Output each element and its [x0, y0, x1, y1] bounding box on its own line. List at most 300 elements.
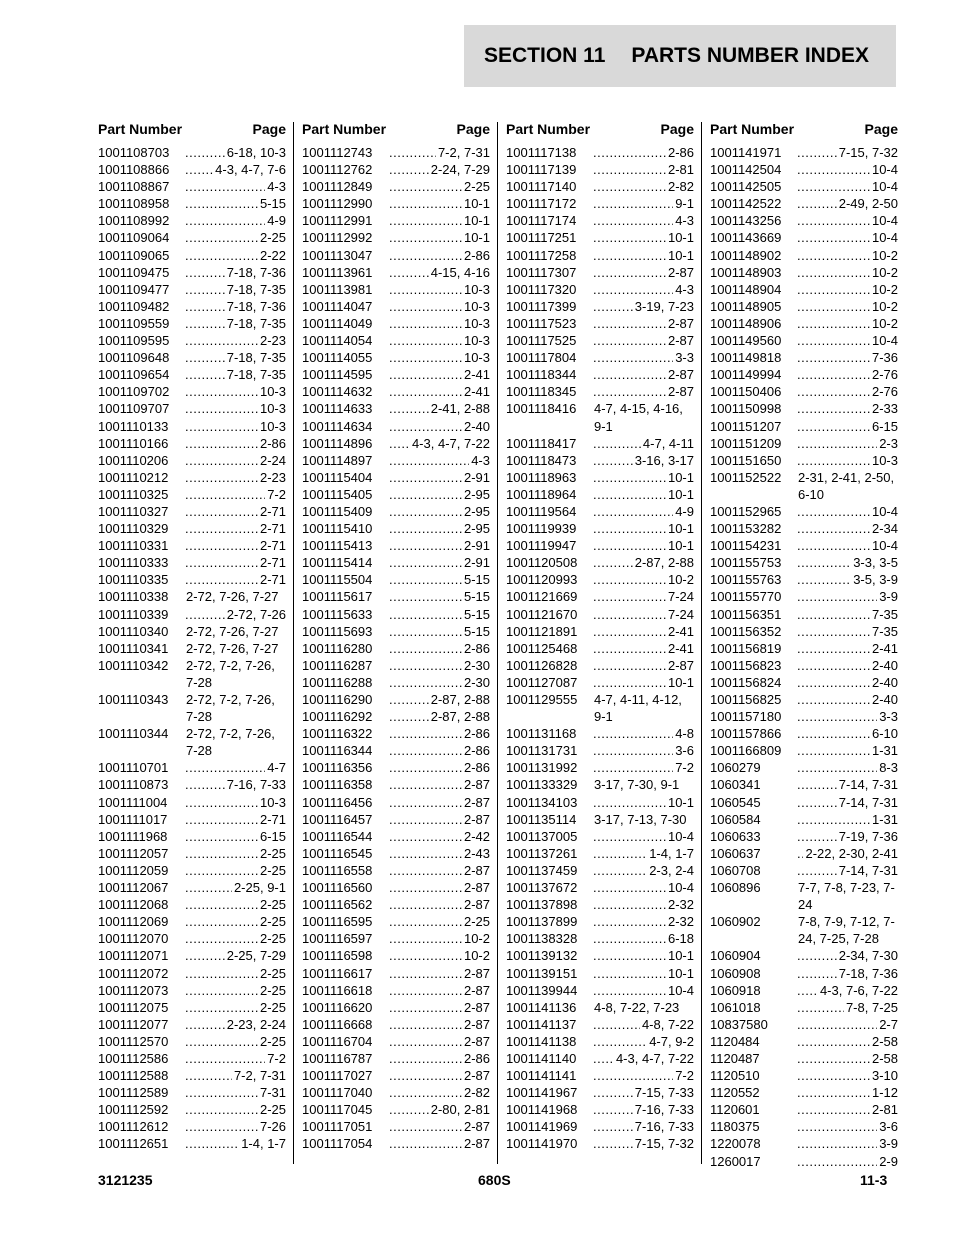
page-reference: 10-1 [667, 486, 694, 502]
page-reference: 2-25 [259, 1033, 286, 1049]
page-reference: 2-87, 2-88 [430, 709, 490, 725]
page-ref-leader [795, 383, 898, 400]
index-entry [710, 229, 898, 246]
page-ref-leader [183, 828, 286, 845]
page-ref-leader [795, 794, 898, 811]
page-ref-leader [387, 947, 490, 964]
index-entry [506, 845, 694, 862]
page-ref-leader [183, 1135, 286, 1152]
page-ref-leader [591, 554, 694, 571]
page-ref-leader [795, 623, 898, 640]
index-entry [506, 742, 694, 759]
page-reference: 7-14, 7-31 [838, 862, 898, 878]
page-ref-leader [387, 776, 490, 793]
page-ref-leader [591, 400, 694, 434]
part-number: 1001114595 [302, 367, 373, 383]
part-number: 1001109648 [98, 350, 170, 366]
part-number: 1001156351 [710, 606, 782, 622]
part-number: 1001131731 [506, 743, 578, 759]
index-entry [98, 315, 286, 332]
page-ref-leader [387, 1084, 490, 1101]
index-entry [302, 1016, 490, 1033]
page-ref-leader [591, 691, 694, 725]
index-entry [98, 469, 286, 486]
page-reference: 4-7, 4-11, 4-12, 9-1 [594, 692, 682, 725]
page-ref-leader [591, 913, 694, 930]
index-entry [710, 452, 898, 469]
index-entry [506, 1118, 694, 1135]
index-entry [98, 1135, 286, 1152]
page-ref-leader [183, 161, 286, 178]
part-number: 1001112072 [98, 965, 169, 981]
page-ref-leader [387, 862, 490, 879]
part-number: 1001117804 [506, 350, 577, 366]
page-ref-leader [795, 452, 898, 469]
part-number: 1001117174 [506, 213, 577, 229]
page-reference: 2-25 [259, 914, 286, 930]
page-reference: 3-19, 7-23 [634, 298, 694, 314]
page-ref-leader [591, 332, 694, 349]
part-number: 1001131168 [506, 726, 577, 742]
part-number: 1060902 [710, 914, 761, 930]
part-number: 1001113981 [302, 281, 373, 297]
page-reference: 2-81 [667, 162, 694, 178]
page-ref-leader [183, 298, 286, 315]
index-entry [98, 366, 286, 383]
part-number: 1001141970 [506, 1136, 578, 1152]
page-ref-leader [387, 896, 490, 913]
page-reference: 4-8, 7-22, 7-23 [594, 999, 680, 1015]
page-reference: 2-25, 9-1 [233, 880, 286, 896]
index-entry [98, 862, 286, 879]
part-number: 1001112743 [302, 145, 373, 160]
part-number: 1001115404 [302, 469, 373, 485]
page-ref-leader [591, 503, 694, 520]
page-reference: 2-72, 7-2, 7-26, 7-28 [186, 726, 275, 759]
page-ref-leader [183, 400, 286, 417]
page-ref-leader [795, 554, 898, 571]
page-ref-leader [183, 332, 286, 349]
column-divider [701, 122, 702, 1164]
part-number: 1001115409 [302, 503, 373, 519]
page-reference: 3-6 [675, 743, 694, 759]
part-number: 1001141137 [506, 1016, 577, 1032]
part-number: 1001114055 [302, 350, 373, 366]
part-number: 1001151650 [710, 452, 782, 468]
index-entry [302, 640, 490, 657]
index-entry [710, 469, 898, 503]
page-reference: 10-1 [463, 230, 490, 246]
index-entry [710, 264, 898, 281]
page-ref-leader [387, 229, 490, 246]
index-entry [506, 999, 694, 1016]
part-number: 1001151207 [710, 418, 782, 434]
part-number: 1001155763 [710, 572, 782, 588]
page-ref-leader [795, 1050, 898, 1067]
part-number: 1001117045 [302, 1102, 373, 1118]
page-ref-leader [591, 794, 694, 811]
index-entry [302, 913, 490, 930]
page-reference: 2-34 [871, 521, 898, 537]
part-number: 1001116598 [302, 948, 373, 964]
part-number: 1001112570 [98, 1033, 169, 1049]
page-reference: 10-3 [871, 452, 898, 468]
part-number: 1120601 [710, 1102, 760, 1118]
part-number: 1001152965 [710, 503, 782, 519]
part-number: 1001116617 [302, 965, 373, 981]
index-entry [506, 435, 694, 452]
page-ref-leader [387, 965, 490, 982]
section-label: SECTION 11 [484, 44, 606, 67]
page-reference: 7-19, 7-36 [838, 828, 898, 844]
part-number: 1001156824 [710, 674, 782, 690]
page-reference: 2-86 [463, 726, 490, 742]
part-number: 1001112071 [98, 948, 169, 964]
part-number: 1120552 [710, 1085, 760, 1101]
part-number: 1001112073 [98, 982, 169, 998]
page-reference: 10-3 [463, 350, 490, 366]
index-entry [98, 281, 286, 298]
part-number: 1001143256 [710, 213, 782, 229]
index-entry [506, 503, 694, 520]
page-reference: 2-71 [259, 521, 286, 537]
page-ref-leader [387, 212, 490, 229]
part-number: 1001111968 [98, 828, 168, 844]
page-reference: 2-87 [463, 965, 490, 981]
index-entry [710, 999, 898, 1016]
index-entry [506, 862, 694, 879]
page-reference: 2-34, 7-30 [838, 948, 898, 964]
part-number: 1001148903 [710, 264, 782, 280]
index-entry [302, 571, 490, 588]
page-reference: 2-76 [871, 384, 898, 400]
part-number: 1001117139 [506, 162, 577, 178]
index-entry [302, 794, 490, 811]
index-entry [98, 913, 286, 930]
part-number: 1001135114 [506, 811, 577, 827]
page-reference: 1-4, 1-7 [241, 1136, 286, 1152]
part-number: 1001149818 [710, 350, 782, 366]
page-reference: 10-3 [259, 418, 286, 434]
page-ref-leader [183, 725, 286, 759]
index-entry [98, 930, 286, 947]
page-reference: 4-9 [675, 503, 694, 519]
page-ref-leader [387, 264, 490, 281]
index-entry [506, 965, 694, 982]
page-ref-leader [387, 571, 490, 588]
page-reference: 2-41 [667, 640, 694, 656]
part-number: 1001110333 [98, 555, 169, 571]
part-number: 1001116358 [302, 777, 373, 793]
page-reference: 2-41, 2-88 [430, 401, 490, 417]
part-number: 1001110166 [98, 435, 169, 451]
page-reference: 2-25 [259, 862, 286, 878]
index-entry [302, 1050, 490, 1067]
index-entry [302, 947, 490, 964]
part-number: 1001153282 [710, 521, 782, 537]
part-number: 1001114896 [302, 435, 373, 451]
page-ref-leader [795, 520, 898, 537]
page-reference: 2-25 [259, 1102, 286, 1118]
page-ref-leader [387, 554, 490, 571]
page-ref-leader [387, 178, 490, 195]
page-ref-leader [591, 606, 694, 623]
part-number-header: Part Number [302, 121, 387, 137]
page-ref-leader [387, 298, 490, 315]
part-number: 1001116597 [302, 931, 373, 947]
page-reference: 10-2 [463, 931, 490, 947]
page-reference: 1-4, 1-7 [649, 845, 694, 861]
page-ref-leader [183, 1101, 286, 1118]
page-ref-leader [183, 999, 286, 1016]
index-entry [506, 725, 694, 742]
index-entry [98, 1101, 286, 1118]
page-reference: 3-9 [879, 1136, 898, 1152]
page-ref-leader [387, 418, 490, 435]
page-ref-leader [387, 708, 490, 725]
part-number: 1001114633 [302, 401, 373, 417]
part-number: 1001115633 [302, 606, 373, 622]
part-number: 1001113047 [302, 247, 373, 263]
index-entry [506, 1033, 694, 1050]
page-reference: 2-72, 7-26 [226, 606, 286, 622]
page-ref-leader [795, 828, 898, 845]
part-number: 1260017 [710, 1153, 761, 1169]
page-ref-leader [183, 264, 286, 281]
part-number: 1060279 [710, 760, 761, 776]
index-entry [302, 554, 490, 571]
page-ref-leader [183, 794, 286, 811]
page-reference: 7-15, 7-33 [634, 1085, 694, 1101]
index-entry [506, 879, 694, 896]
part-number: 1001117399 [506, 298, 577, 314]
part-number: 1001149994 [710, 367, 782, 383]
page-ref-leader [387, 1033, 490, 1050]
part-number: 1001110339 [98, 606, 169, 622]
index-entry [302, 1118, 490, 1135]
page-reference: 10-4 [871, 538, 898, 554]
part-number: 1001112992 [302, 230, 373, 246]
page-reference: 10-4 [871, 213, 898, 229]
page-reference: 7-8, 7-25 [845, 999, 898, 1015]
page-reference: 2-71 [259, 503, 286, 519]
page-ref-leader [183, 178, 286, 195]
page-ref-leader [591, 264, 694, 281]
part-number: 1001117307 [506, 264, 577, 280]
page-reference: 7-36 [871, 350, 898, 366]
page-ref-leader [183, 845, 286, 862]
page-ref-leader [795, 1135, 898, 1152]
index-entry [98, 845, 286, 862]
page-reference: 2-86 [463, 640, 490, 656]
page-ref-leader [183, 452, 286, 469]
page-reference: 2-7 [879, 1016, 898, 1032]
page-ref-leader [183, 879, 286, 896]
page-ref-leader [591, 879, 694, 896]
part-number: 1001141138 [506, 1033, 577, 1049]
page-header: Page [864, 121, 898, 137]
index-entry [710, 537, 898, 554]
page-reference: 4-3, 7-6, 7-22 [819, 982, 898, 998]
page-ref-leader [387, 691, 490, 708]
index-entry [710, 281, 898, 298]
page-ref-leader [387, 332, 490, 349]
page-ref-leader [795, 418, 898, 435]
index-entry [302, 452, 490, 469]
index-entry [710, 315, 898, 332]
index-entry [710, 161, 898, 178]
index-entry [302, 1101, 490, 1118]
page-ref-leader [183, 640, 286, 657]
part-number: 1060908 [710, 965, 761, 981]
page-reference: 7-18, 7-36 [226, 264, 286, 280]
index-entry [302, 879, 490, 896]
index-entry [506, 315, 694, 332]
part-number: 1001119939 [506, 521, 577, 537]
index-entry [506, 1067, 694, 1084]
page-reference: 10-1 [667, 230, 694, 246]
part-number: 1001148904 [710, 281, 782, 297]
page-ref-leader [591, 229, 694, 246]
page-ref-leader [795, 691, 898, 708]
page-reference: 6-15 [871, 418, 898, 434]
page-ref-leader [183, 315, 286, 332]
page-ref-leader [591, 674, 694, 691]
page-ref-leader [387, 537, 490, 554]
page-ref-leader [183, 1118, 286, 1135]
index-entry [710, 435, 898, 452]
part-number: 1001109064 [98, 230, 170, 246]
page-reference: 4-3 [471, 452, 490, 468]
page-reference: 2-25 [259, 931, 286, 947]
page-ref-leader [795, 1067, 898, 1084]
page-ref-leader [591, 1101, 694, 1118]
part-number: 1001115410 [302, 521, 373, 537]
page-reference: 10-1 [463, 196, 490, 212]
page-ref-leader [387, 845, 490, 862]
page-ref-leader [183, 1067, 286, 1084]
page-ref-leader [591, 982, 694, 999]
index-entry [302, 486, 490, 503]
page-reference: 2-87 [667, 315, 694, 331]
page-reference: 10-1 [667, 674, 694, 690]
index-entry [98, 571, 286, 588]
page-reference: 10-4 [871, 162, 898, 178]
part-number: 1001141968 [506, 1102, 578, 1118]
index-entry [98, 794, 286, 811]
page-ref-leader [183, 383, 286, 400]
page-ref-leader [387, 247, 490, 264]
index-entry [302, 965, 490, 982]
page-reference: 3-9 [879, 589, 898, 605]
page-reference: 2-95 [463, 521, 490, 537]
part-number: 1001112612 [98, 1119, 169, 1135]
part-number: 1001115693 [302, 623, 373, 639]
page-reference: 3-6 [879, 1119, 898, 1135]
part-number: 1001121670 [506, 606, 578, 622]
part-number: 1001131992 [506, 760, 578, 776]
part-number: 1060904 [710, 948, 761, 964]
index-entry [98, 195, 286, 212]
page-reference: 2-42 [463, 828, 490, 844]
index-entry [98, 947, 286, 964]
index-entry [302, 400, 490, 417]
page-reference: 10-1 [667, 247, 694, 263]
page-reference: 2-71 [259, 555, 286, 571]
page-ref-leader [183, 896, 286, 913]
page-ref-leader [183, 1050, 286, 1067]
page-ref-leader [795, 913, 898, 947]
part-number: 1001166809 [710, 743, 782, 759]
part-number: 1001148902 [710, 247, 782, 263]
index-entry [710, 520, 898, 537]
index-entry [506, 828, 694, 845]
page-reference: 2-31, 2-41, 2-50, 6-10 [798, 469, 895, 502]
page-ref-leader [183, 281, 286, 298]
page-reference: 4-7 [267, 760, 286, 776]
page-ref-leader [591, 195, 694, 212]
part-number: 1001121891 [506, 623, 578, 639]
page-reference: 10-3 [463, 333, 490, 349]
footer-model: 680S [478, 1172, 511, 1188]
part-number: 1001110329 [98, 521, 169, 537]
page-ref-leader [795, 845, 898, 862]
part-number: 1001137672 [506, 880, 578, 896]
index-entry [710, 298, 898, 315]
index-entry [302, 606, 490, 623]
index-entry [710, 349, 898, 366]
part-number: 1001116344 [302, 743, 373, 759]
part-number: 1001117140 [506, 179, 577, 195]
page-ref-leader [795, 708, 898, 725]
index-entry [302, 537, 490, 554]
index-entry [710, 913, 898, 947]
page-reference: 2-32 [667, 897, 694, 913]
page-reference: 2-86 [667, 145, 694, 160]
page-ref-leader [387, 161, 490, 178]
page-ref-leader [591, 178, 694, 195]
page-ref-leader [795, 776, 898, 793]
index-entry [506, 930, 694, 947]
index-entry [302, 982, 490, 999]
index-entry [710, 862, 898, 879]
part-number: 1001110873 [98, 777, 169, 793]
page-reference: 2-87 [463, 862, 490, 878]
page-ref-leader [591, 1135, 694, 1152]
page-reference: 2-86 [463, 247, 490, 263]
index-entry [710, 383, 898, 400]
page-header: Page [660, 121, 694, 137]
page-ref-leader [795, 742, 898, 759]
page-reference: 10-3 [463, 315, 490, 331]
part-number: 1001110335 [98, 572, 169, 588]
page-ref-leader [795, 1101, 898, 1118]
part-number: 1001139944 [506, 982, 578, 998]
page-reference: 2-95 [463, 486, 490, 502]
page-ref-leader [795, 999, 898, 1016]
page-reference: 7-24 [667, 606, 694, 622]
part-number: 1001116456 [302, 794, 373, 810]
page-reference: 10-2 [871, 247, 898, 263]
index-entry [506, 1135, 694, 1152]
page-ref-leader [795, 332, 898, 349]
page-ref-leader [591, 1016, 694, 1033]
page-reference: 10-1 [667, 948, 694, 964]
index-entry [302, 1067, 490, 1084]
page-reference: 2-40 [871, 692, 898, 707]
page-ref-leader [795, 144, 898, 161]
index-entry [506, 794, 694, 811]
